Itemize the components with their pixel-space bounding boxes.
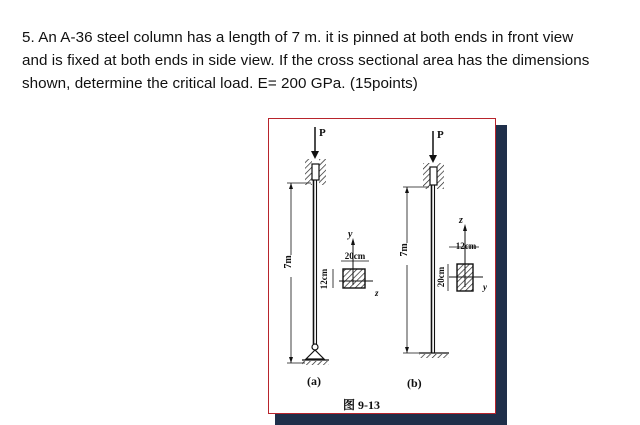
top-guide-left-a: [305, 159, 312, 185]
z-axis-label-a: z: [375, 288, 379, 298]
top-guide-right-b: [437, 163, 444, 189]
height-label-a: 12cm: [319, 268, 329, 290]
length-label-b: 7m: [399, 243, 410, 257]
cross-section-a: [319, 229, 379, 298]
caption-a: (a): [307, 374, 321, 388]
y-axis-label-a: y: [348, 229, 353, 240]
diagram-b: [399, 129, 488, 390]
load-label-a: P: [319, 127, 326, 139]
dim-arrow-bottom-b: [405, 347, 409, 353]
z-axis-label-b: z: [459, 215, 463, 226]
y-axis-arrow-b: [463, 224, 467, 231]
ground-hatch-a: [302, 361, 329, 365]
y-axis-label-b: y: [483, 282, 487, 292]
width-label-a: 20cm: [344, 251, 366, 261]
top-pin-a: [312, 164, 319, 180]
problem-statement: [22, 26, 628, 95]
dim-arrow-top-b: [405, 187, 409, 193]
dim-arrow-top-a: [289, 183, 293, 189]
top-guide-left-b: [423, 163, 430, 189]
caption-b: (b): [407, 376, 422, 390]
figure-frame: [268, 118, 496, 414]
figure-label: 图 9-13: [343, 398, 380, 412]
load-arrowhead-b: [429, 155, 437, 163]
load-arrowhead-a: [311, 151, 319, 159]
problem-line-3: shown, determine the critical load. E= 200 GPa. (15points): [22, 75, 418, 92]
bottom-pin-a: [312, 344, 318, 350]
length-label-a: 7m: [283, 255, 294, 269]
column-diagram: [269, 119, 495, 413]
top-guide-right-a: [319, 159, 326, 185]
top-fixed-b: [430, 167, 437, 185]
diagram-a: [283, 127, 379, 388]
height-label-b: 20cm: [436, 266, 446, 288]
problem-line-2: and is fixed at both ends in side view. If the cross sectional area has the dimensions: [22, 52, 590, 69]
cross-section-b: [436, 215, 488, 292]
section-rect-a: [343, 269, 365, 288]
width-label-b: 12cm: [455, 241, 477, 251]
section-rect-b: [457, 264, 473, 291]
ground-hatch-b: [419, 354, 449, 358]
load-label-b: P: [437, 129, 444, 141]
problem-line-1: 5. An A-36 steel column has a length of 7 m. it is pinned at both ends in front view: [22, 29, 574, 46]
pin-support-a: [306, 350, 324, 359]
dim-arrow-bottom-a: [289, 357, 293, 363]
